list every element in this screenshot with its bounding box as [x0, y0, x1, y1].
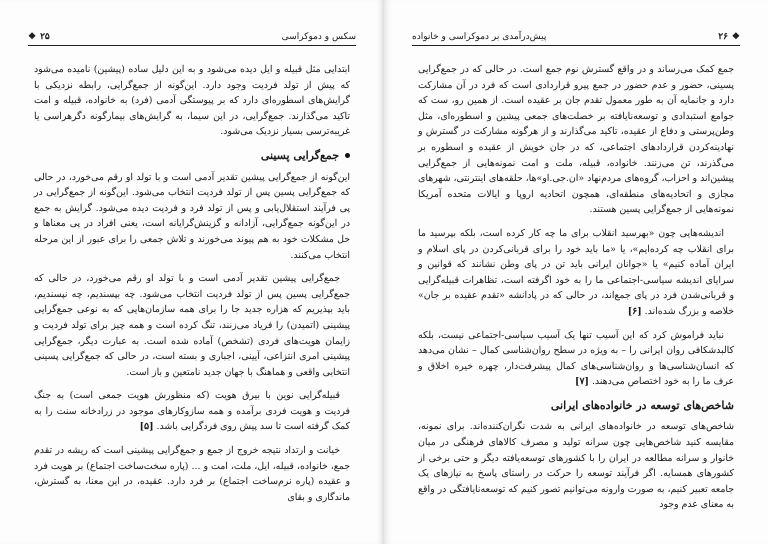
paragraph: این‌گونه از جمع‌گرایی پیشین تقدیر آدمی است و با تولد او رقم می‌خورد، در حالی که جمع‌گرایی پسین پس از تولد فردیت انتخاب می‌شود. این‌گونه از جمع‌گرایی در پی فرآیند استقلال‌یابی و پس از تولد فرد و فردیت دیده می‌شود. گرایش به جمع در این‌گونه جمع‌گرایی، آزادانه و گزینش‌گرایانه است، یعنی افراد در پی معناها و حل مشکلات خود به هم پیوند می‌خورند و تلاش جمعی را برای عبور از این مرحله انتخاب می‌کنند. [34, 171, 350, 261]
bullet-icon [345, 153, 350, 158]
citation: [۵] [139, 421, 154, 433]
paragraph [418, 328, 734, 390]
left-page-header [28, 24, 356, 46]
paragraph [418, 226, 734, 320]
page-number-group [28, 32, 50, 42]
right-page [384, 0, 768, 544]
section-heading-text: جمع‌گرایی پسینی [260, 148, 339, 162]
ornament-icon: ❖ [731, 32, 740, 42]
citation: [۷] [575, 376, 589, 388]
running-head: سکس و دموکراسی [281, 32, 356, 42]
paragraph: ابتدایی مثل قبیله و ایل دیده می‌شود و به این دلیل ساده (پیشین) نامیده می‌شود که پیش از تولد فردیت وجود دارد. این‌گونه از جمع‌گرایی، رابطه نزدیکی با گرایش‌های اسطوره‌ای دارد که بر پیوستگی آدمی (فرد) به خانواده، قبیله و امت تاکید می‌گذارند. جمع‌گرایی، در این سیما، به گرایش‌های بیمارگونه دگرهراسی یا غریبه‌ترسی بسیار نزدیک می‌شود. [34, 64, 350, 138]
paragraph: شاخص‌های توسعه در خانواده‌های ایرانی به شدت نگران‌کننده‌اند. برای نمونه، مقایسه کنید شاخص‌هایی چون سرانه تولید و مصرف کالاهای فرهنگی در میان خانوار و سرانه مطالعه در ایران را با کشورهای توسعه‌یافته دیگر و حتی برخی از کشورهای همسایه. اگر فرآیند توسعه را حرکت در راستای پاسخ به نیازهای یک جامعه تعبیر کنیم، به صورت وارونه می‌توانیم تصور کنیم که توسعه‌نایافتگی در واقع به معنای عدم وجود [418, 421, 734, 511]
section-heading-text: شاخص‌های توسعه در خانواده‌های ایرانی [550, 398, 734, 412]
paragraph: جمع کمک می‌رساند و در واقع گسترش نوم جمع است. در حالی که در جمع‌گرایی پسینی، حضور و عدم حضور در جمع پیرو قراردادی است که فرد در آن مشارکت دارد و جانمایه آن به طور معمول تقدم جان بر عقیده است. از همین رو، ست که جوامع استبدادی و توسعه‌نایافته بر خصلت‌های جمعی پیشین و اسطوره‌ای، مثل وطن‌پرستی و دفاع از عقیده، تاکید می‌گذارند و از هرگونه مشارکت در گسترش و نهادینه‌کردن قراردادهای اجتماعی، که در جان خویش از عقیده و اسطوره بر می‌گذرند، تن می‌زنند. خانواده، قبیله، ملت و امت نمونه‌هایی از جمع‌گرایی پیشین‌اند و احزاب، گروه‌های مردم‌نهاد «ان.جی.او»ها، حلقه‌های اینترنتی، شهرهای مجازی و اتحادیه‌های منطقه‌ای، همچون اتحادیه اروپا و ایالات متحده آمریکا نمونه‌هایی از جمع‌گرایی پسین هستند. [418, 64, 734, 216]
page-number: ۲۵ [40, 32, 50, 42]
paragraph: جمع‌گرایی پیشین تقدیر آدمی است و با تولد او رقم می‌خورد، در حالی که جمع‌گرایی پسین پس از تولد فردیت انتخاب می‌شود. چه بپسندیم، چه نپسندیم، باید بپذیریم که هزاره جدید جا را برای همه سازمان‌هایی که به نوعی جمع‌گرایی پیشینی (اتمیدن) را فریاد می‌زنند، تنگ کرده است و همه چیز برای تولد فردیت و زایمان هویت‌های فردی (تشخص) آماده شده است. به عبارت دیگر، جمع‌گرایی پیشینی امری انتزاعی، آیینی، اجباری و بسته است، در حالی که جمع‌گرایی پسینی انتخابی واقعی و هماهنگ با جهان جدید نامتعین و باز است. [34, 273, 350, 378]
citation: [۶] [627, 305, 642, 317]
paragraph: خیانت و ارتداد نتیجه خروج از جمع و جمع‌گرایی پیشینی است که ریشه در تقدم جمع، خانواده، قبیله، ایل، ملت، امت و ... (پاره سخت‌ساخت اجتماع) بر هویت فرد و عقیده (پاره نرم‌ساخت اجتماع) بر فرد دارد. عقیده، در این معنا، به گسترش، ماندگاری و بقای [34, 445, 350, 503]
paragraph-text: اندیشه‌هایی چون «بهرسید انقلاب برای ما چه کار کرده است، بلکه بپرسید ما برای انقلاب چه کرده‌ایم»، یا «ما باید خود را برای قربانی‌کردن در پای اسلام و ایران آماده کنیم» یا «جوانان ایرانی باید تن در پای وطن نشانند که قوانین و سرایای اندیشه سیاسی-اجتماعی ما را به خود اگرفته است، تظاهرات قبیله‌گرایی و قربانی‌شدن فرد در پای جمع‌اند، در حالی که در پادانشه «تقدم عقیده بر جان» خلاصه و بزرگ شده‌اند. [418, 227, 734, 317]
running-head: پیش‌درآمدی بر دموکراسی و خانواده [412, 32, 547, 42]
right-page-header [412, 24, 740, 46]
paragraph [34, 388, 350, 435]
paragraph-text: نباید فراموش کرد که این آسیب تنها یک آسیب سیاسی-اجتماعی نیست، بلکه کالبدشکافی روان ایرانی را – به ویژه در سطح روان‌شناسی کمال – نشان می‌دهد که انسان‌شناسی‌ها و روان‌شناسی‌های کمال پیشرفت‌دار، چهره خیره اخلاق و عرف ما را به خود اختصاص می‌دهند. [418, 329, 734, 388]
ornament-icon: ❖ [28, 32, 37, 42]
page-number-group [718, 32, 740, 42]
section-heading [418, 398, 734, 414]
page-number: ۲۶ [718, 32, 728, 42]
left-page-body [34, 62, 350, 513]
right-page-body [418, 62, 734, 521]
paragraph-text: قبیله‌گرایی نوین با بیرق هویت (که منظورش هویت جمعی است) به جنگ فردیت و هویت فردی برآمده و همه سازوکارهای موجود در زرادخانه سنت را به کمک گرفته است تا سد پیش روی فردگرایی باشد. [34, 390, 350, 433]
section-heading [34, 148, 350, 164]
